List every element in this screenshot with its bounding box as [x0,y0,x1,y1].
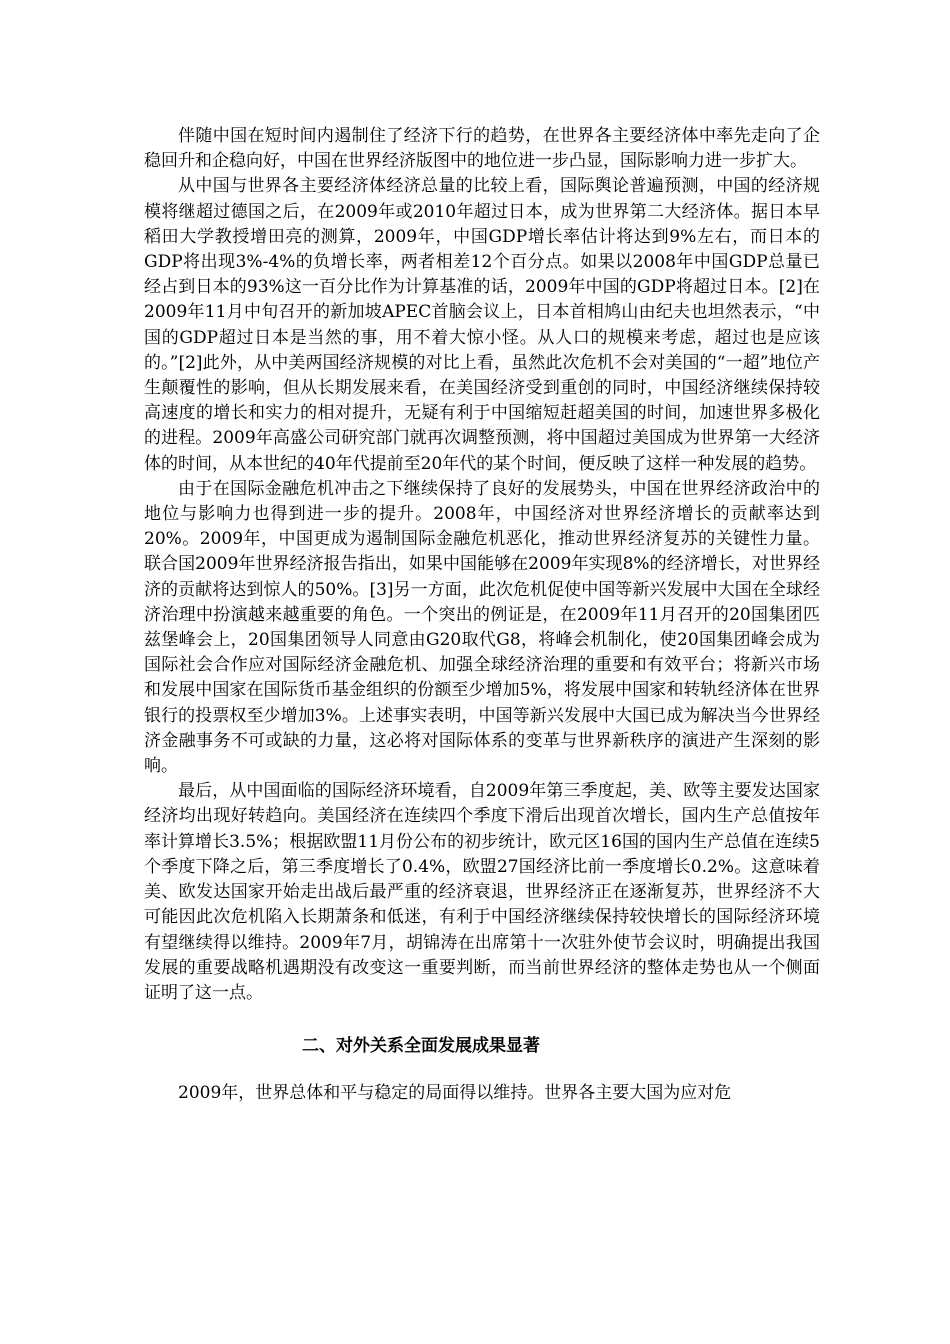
paragraph-4: 最后，从中国面临的国际经济环境看，自2009年第三季度起，美、欧等主要发达国家经济均出现好转趋向。美国经济在连续四个季度下滑后出现首次增长，国内生产总值按年率计算增长3.5%；根据欧盟11月份公布的初步统计，欧元区16国的国内生产总值在连续5个季度下降之后，第三季度增长了0.4%，欧盟27国经济比前一季度增长0.2%。这意味着美、欧发达国家开始走出战后最严重的经济衰退，世界经济正在逐渐复苏，世界经济不大可能因此次危机陷入长期萧条和低迷，有利于中国经济继续保持较快增长的国际经济环境有望继续得以维持。2009年7月，胡锦涛在出席第十一次驻外使节会议时，明确提出我国发展的重要战略机遇期没有改变这一重要判断，而当前世界经济的整体走势也从一个侧面证明了这一点。 [144,781,820,1003]
document-body [144,124,820,1106]
paragraph-2: 从中国与世界各主要经济体经济总量的比较上看，国际舆论普遍预测，中国的经济规模将继超过德国之后，在2009年或2010年超过日本，成为世界第二大经济体。据日本早稻田大学教授增田亮的测算，2009年，中国GDP增长率估计将达到9%左右，而日本的GDP将出现3%-4%的负增长率，两者相差12个百分点。如果以2008年中国GDP总量已经占到日本的93%这一百分比作为计算基准的话，2009年中国的GDP将超过日本。[2]在2009年11月中旬召开的新加坡APEC首脑会议上，日本首相鸠山由纪夫也坦然表示，“中国的GDP超过日本是当然的事，用不着大惊小怪。从人口的规模来考虑，超过也是应该的。”[2]此外，从中美两国经济规模的对比上看，虽然此次危机不会对美国的“一超”地位产生颠覆性的影响，但从长期发展来看，在美国经济受到重创的同时，中国经济继续保持较高速度的增长和实力的相对提升，无疑有利于中国缩短赶超美国的时间，加速世界多极化的进程。2009年高盛公司研究部门就再次调整预测，将中国超过美国成为世界第一大经济体的时间，从本世纪的40年代提前至20年代的某个时间，便反映了这样一种发展的趋势。 [144,176,820,474]
paragraph-3: 由于在国际金融危机冲击之下继续保持了良好的发展势头，中国在世界经济政治中的地位与影响力也得到进一步的提升。2008年，中国经济对世界经济增长的贡献率达到20%。2009年，中国更成为遏制国际金融危机恶化，推动世界经济复苏的关键性力量。联合国2009年世界经济报告指出，如果中国能够在2009年实现8%的经济增长，对世界经济的贡献将达到惊人的50%。[3]另一方面，此次危机促使中国等新兴发展中大国在全球经济治理中扮演越来越重要的角色。一个突出的例证是，在2009年11月召开的20国集团匹兹堡峰会上，20国集团领导人同意由G20取代G8，将峰会机制化，使20国集团峰会成为国际社会合作应对国际经济金融危机、加强全球经济治理的重要和有效平台；将新兴市场和发展中国家在国际货币基金组织的份额至少增加5%，将发展中国家和转轨经济体在世界银行的投票权至少增加3%。上述事实表明，中国等新兴发展中大国已成为解决当今世界经济金融事务不可或缺的力量，这必将对国际体系的变革与世界新秩序的演进产生深刻的影响。 [144,478,820,777]
paragraph-5: 2009年，世界总体和平与稳定的局面得以维持。世界各主要大国为应对危 [178,1083,732,1104]
section-heading: 二、对外关系全面发展成果显著 [302,1036,540,1057]
paragraph-1: 伴随中国在短时间内遏制住了经济下行的趋势，在世界各主要经济体中率先走向了企稳回升和企稳向好，中国在世界经济版图中的地位进一步凸显，国际影响力进一步扩大。 [144,126,820,172]
